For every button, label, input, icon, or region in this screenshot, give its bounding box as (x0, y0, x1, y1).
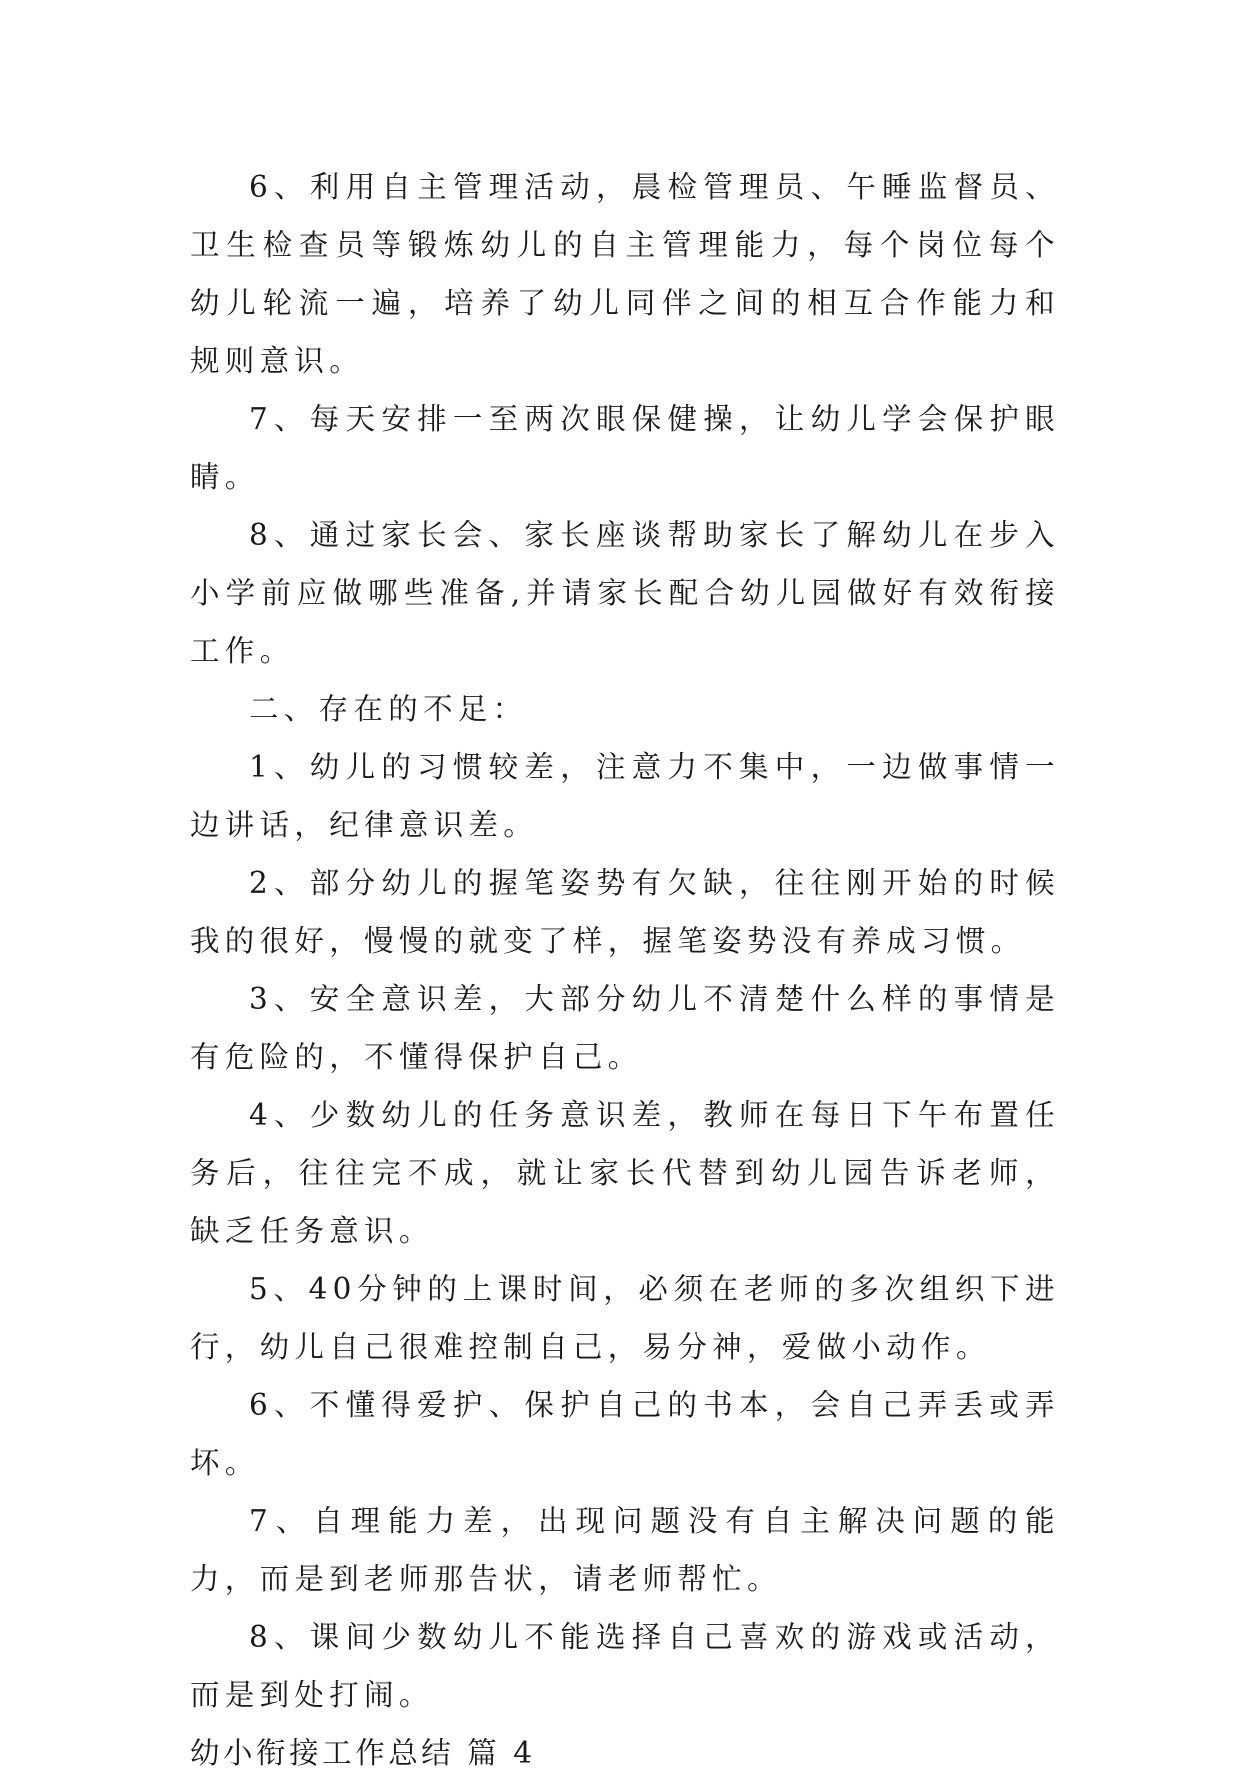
shortcoming-item-4: 4、少数幼儿的任务意识差，教师在每日下午布置任务后，往往完不成，就让家长代替到幼儿园告诉老师，缺乏任务意识。 (190, 1098, 1060, 1248)
section-heading: 幼小衔接工作总结 篇 4 (190, 1736, 536, 1770)
shortcoming-item-1: 1、幼儿的习惯较差，注意力不集中，一边做事情一边讲话，纪律意识差。 (190, 750, 1060, 842)
shortcoming-item-2: 2、部分幼儿的握笔姿势有欠缺，往往刚开始的时候我的很好，慢慢的就变了样，握笔姿势没有养成习惯。 (190, 866, 1060, 958)
shortcoming-item-7: 7、自理能力差，出现问题没有自主解决问题的能力，而是到老师那告状，请老师帮忙。 (190, 1504, 1060, 1596)
paragraph-item-8-parent-meeting: 8、通过家长会、家长座谈帮助家长了解幼儿在步入小学前应做哪些准备,并请家长配合幼儿园做好有效衔接工作。 (190, 518, 1060, 668)
document-body (190, 158, 1060, 1782)
paragraph-item-6-self-management: 6、利用自主管理活动，晨检管理员、午睡监督员、卫生检查员等锻炼幼儿的自主管理能力，每个岗位每个幼儿轮流一遍，培养了幼儿同伴之间的相互合作能力和规则意识。 (190, 170, 1060, 378)
shortcoming-item-6: 6、不懂得爱护、保护自己的书本，会自己弄丢或弄坏。 (190, 1388, 1060, 1480)
shortcoming-item-5: 5、40分钟的上课时间，必须在老师的多次组织下进行，幼儿自己很难控制自己，易分神，爱做小动作。 (190, 1272, 1060, 1364)
shortcoming-item-8: 8、课间少数幼儿不能选择自己喜欢的游戏或活动，而是到处打闹。 (190, 1620, 1060, 1712)
paragraph-item-7-eye-exercise: 7、每天安排一至两次眼保健操，让幼儿学会保护眼睛。 (190, 402, 1060, 494)
section-subheading-shortcomings: 二、存在的不足： (249, 692, 528, 726)
shortcoming-item-3: 3、安全意识差，大部分幼儿不清楚什么样的事情是有危险的，不懂得保护自己。 (190, 982, 1060, 1074)
